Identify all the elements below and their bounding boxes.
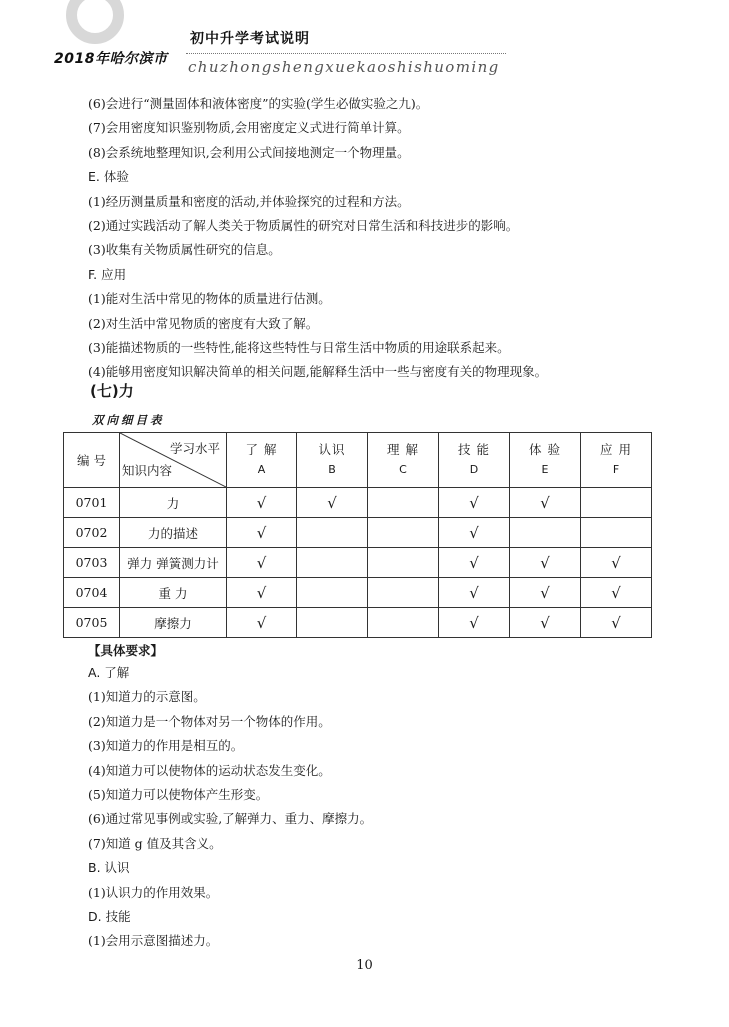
row-id: 0702 xyxy=(64,518,120,548)
check-cell: √ xyxy=(439,518,510,548)
text-line: (1)能对生活中常见的物体的质量进行估测。 xyxy=(88,291,331,307)
table-header-row xyxy=(64,433,652,488)
text-line: (7)会用密度知识鉴别物质,会用密度定义式进行简单计算。 xyxy=(88,120,410,136)
table-row xyxy=(64,608,652,638)
page-number: 10 xyxy=(356,958,373,973)
check-cell xyxy=(368,488,439,518)
header-level-d: 技 能 D xyxy=(439,433,510,488)
check-cell xyxy=(368,608,439,638)
check-cell: √ xyxy=(581,548,652,578)
subheading-skills: D. 技能 xyxy=(88,908,131,924)
table-row xyxy=(64,518,652,548)
text-line: (2)对生活中常见物质的密度有大致了解。 xyxy=(88,315,319,331)
check-cell: √ xyxy=(510,608,581,638)
check-cell: √ xyxy=(227,518,297,548)
check-cell: √ xyxy=(510,578,581,608)
check-cell xyxy=(368,578,439,608)
header-learning-level: 学习水平 xyxy=(169,441,220,456)
check-cell: √ xyxy=(297,488,368,518)
check-cell: √ xyxy=(581,608,652,638)
header-year-city: 2018年哈尔滨市 xyxy=(54,51,168,67)
table-row xyxy=(64,578,652,608)
text-line: (3)收集有关物质属性研究的信息。 xyxy=(88,242,281,258)
subheading-recognize: B. 认识 xyxy=(88,860,130,876)
row-id: 0704 xyxy=(64,578,120,608)
subheading-understand: A. 了解 xyxy=(88,665,130,680)
header-level-c: 理 解 C xyxy=(368,433,439,488)
header-ring-decoration xyxy=(66,0,124,44)
row-topic: 重 力 xyxy=(120,578,227,608)
check-cell: √ xyxy=(227,488,297,518)
header-level-a: 了 解 A xyxy=(227,433,297,488)
header-title: 初中升学考试说明 xyxy=(190,31,310,47)
check-cell: √ xyxy=(439,578,510,608)
check-cell: √ xyxy=(227,548,297,578)
header-diagonal-cell xyxy=(120,433,227,488)
text-line: (7)知道 g 值及其含义。 xyxy=(88,835,222,851)
text-line: (4)能够用密度知识解决简单的相关问题,能解释生活中一些与密度有关的物理现象。 xyxy=(88,364,548,380)
row-topic: 力的描述 xyxy=(120,518,227,548)
text-line: (6)通过常见事例或实验,了解弹力、重力、摩擦力。 xyxy=(88,811,373,827)
table-row xyxy=(64,548,652,578)
text-line: (2)知道力是一个物体对另一个物体的作用。 xyxy=(88,713,331,729)
check-cell: √ xyxy=(439,548,510,578)
check-cell xyxy=(581,518,652,548)
header-divider xyxy=(186,53,506,54)
header-level-e: 体 验 E xyxy=(510,433,581,488)
text-line: (3)知道力的作用是相互的。 xyxy=(88,738,244,754)
text-line: (6)会进行“测量固体和液体密度”的实验(学生必做实验之九)。 xyxy=(88,96,429,111)
subheading-application: F. 应用 xyxy=(88,266,127,282)
text-line: (4)知道力可以使物体的运动状态发生变化。 xyxy=(88,762,331,778)
header-level-f: 应 用 F xyxy=(581,433,652,488)
check-cell: √ xyxy=(439,488,510,518)
check-cell: √ xyxy=(510,488,581,518)
top-text-block xyxy=(88,92,648,385)
row-topic: 弹力 弹簧测力计 xyxy=(120,548,227,578)
text-line: (8)会系统地整理知识,会利用公式间接地测定一个物理量。 xyxy=(88,144,410,160)
check-cell xyxy=(297,608,368,638)
check-cell xyxy=(581,488,652,518)
check-cell: √ xyxy=(227,608,297,638)
section-title: (七)力 xyxy=(90,382,134,400)
row-id: 0703 xyxy=(64,548,120,578)
check-cell xyxy=(510,518,581,548)
check-cell: √ xyxy=(227,578,297,608)
check-cell: √ xyxy=(439,608,510,638)
header-pinyin: chuzhongshengxuekaoshishuoming xyxy=(188,58,500,76)
subheading-experience: E. 体验 xyxy=(88,169,129,185)
text-line: (1)知道力的示意图。 xyxy=(88,689,206,705)
check-cell xyxy=(368,518,439,548)
check-cell xyxy=(297,578,368,608)
table-row xyxy=(64,488,652,518)
row-topic: 力 xyxy=(120,488,227,518)
check-cell xyxy=(368,548,439,578)
check-cell xyxy=(297,548,368,578)
check-cell xyxy=(297,518,368,548)
row-topic: 摩擦力 xyxy=(120,608,227,638)
header-number: 编 号 xyxy=(64,433,120,488)
text-line: (3)能描述物质的一些特性,能将这些特性与日常生活中物质的用途联系起来。 xyxy=(88,339,510,355)
row-id: 0701 xyxy=(64,488,120,518)
text-line: (2)通过实践活动了解人类关于物质属性的研究对日常生活和科技进步的影响。 xyxy=(88,217,519,233)
row-id: 0705 xyxy=(64,608,120,638)
text-line: (1)会用示意图描述力。 xyxy=(88,933,219,949)
bottom-text-block xyxy=(88,661,648,954)
header-knowledge-content: 知识内容 xyxy=(122,463,173,478)
text-line: (1)认识力的作用效果。 xyxy=(88,884,219,900)
specification-table xyxy=(63,432,652,638)
check-cell: √ xyxy=(510,548,581,578)
requirements-title: 【具体要求】 xyxy=(88,643,164,658)
header-level-b: 认识 B xyxy=(297,433,368,488)
check-cell: √ xyxy=(581,578,652,608)
text-line: (1)经历测量质量和密度的活动,并体验探究的过程和方法。 xyxy=(88,193,410,209)
text-line: (5)知道力可以使物体产生形变。 xyxy=(88,786,269,802)
table-title: 双向细目表 xyxy=(92,413,165,427)
